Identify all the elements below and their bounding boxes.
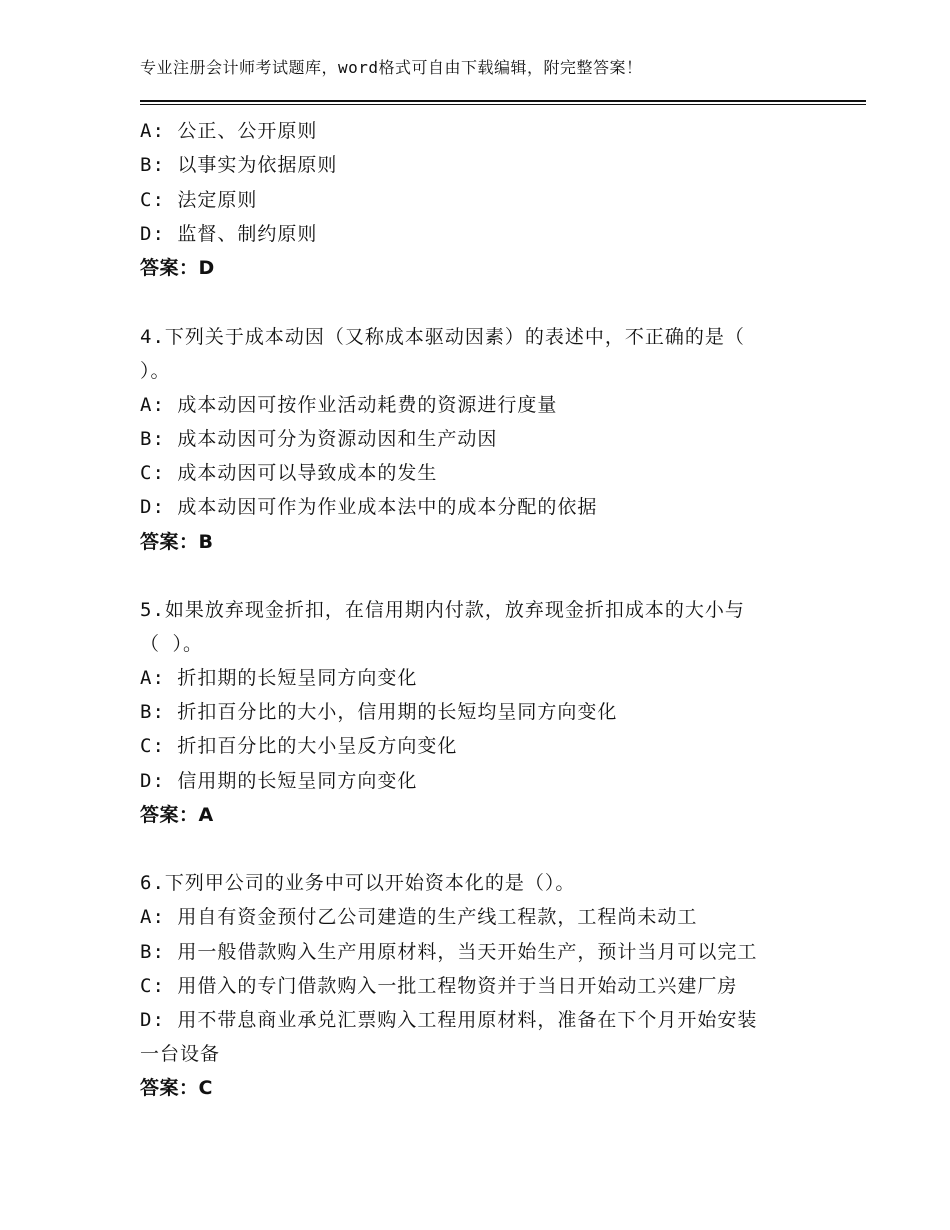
question-6-answer: 答案：C bbox=[140, 1077, 213, 1099]
page-header: 专业注册会计师考试题库，word格式可自由下载编辑，附完整答案！ bbox=[140, 58, 643, 77]
question-6-stem: 6.下列甲公司的业务中可以开始资本化的是（）。 bbox=[140, 872, 576, 894]
question-5-option-b: B: 折扣百分比的大小，信用期的长短均呈同方向变化 bbox=[140, 701, 618, 723]
question-3-option-d: D: 监督、制约原则 bbox=[140, 223, 318, 245]
question-4-stem-cont: ）。 bbox=[140, 360, 171, 382]
question-5-option-c: C: 折扣百分比的大小呈反方向变化 bbox=[140, 735, 458, 757]
question-5-stem: 5.如果放弃现金折扣，在信用期内付款，放弃现金折扣成本的大小与 bbox=[140, 599, 745, 621]
question-4-option-c: C: 成本动因可以导致成本的发生 bbox=[140, 462, 438, 484]
question-6-option-d-cont: 一台设备 bbox=[140, 1043, 221, 1065]
question-4-option-d: D: 成本动因可作为作业成本法中的成本分配的依据 bbox=[140, 496, 598, 518]
question-4-option-b: B: 成本动因可分为资源动因和生产动因 bbox=[140, 428, 498, 450]
question-5-stem-cont: （ ）。 bbox=[140, 633, 203, 655]
question-3-option-a: A: 公正、公开原则 bbox=[140, 120, 318, 142]
question-6-option-b: B: 用一般借款购入生产用原材料，当天开始生产，预计当月可以完工 bbox=[140, 941, 758, 963]
question-4-option-a: A: 成本动因可按作业活动耗费的资源进行度量 bbox=[140, 394, 558, 416]
question-4-answer: 答案：B bbox=[140, 531, 214, 553]
question-4-stem: 4.下列关于成本动因（又称成本驱动因素）的表述中，不正确的是（ bbox=[140, 326, 745, 348]
question-5-answer: 答案：A bbox=[140, 804, 214, 826]
question-6-option-c: C: 用借入的专门借款购入一批工程物资并于当日开始动工兴建厂房 bbox=[140, 975, 738, 997]
question-5-option-d: D: 信用期的长短呈同方向变化 bbox=[140, 770, 418, 792]
header-rule-thin bbox=[140, 104, 866, 105]
question-3-answer: 答案：D bbox=[140, 257, 215, 279]
question-3-option-c: C: 法定原则 bbox=[140, 189, 258, 211]
question-6-option-d: D: 用不带息商业承兑汇票购入工程用原材料，准备在下个月开始安装 bbox=[140, 1009, 758, 1031]
question-5-option-a: A: 折扣期的长短呈同方向变化 bbox=[140, 667, 418, 689]
header-rule-thick bbox=[140, 100, 866, 102]
question-6-option-a: A: 用自有资金预付乙公司建造的生产线工程款，工程尚未动工 bbox=[140, 906, 698, 928]
question-3-option-b: B: 以事实为依据原则 bbox=[140, 154, 338, 176]
